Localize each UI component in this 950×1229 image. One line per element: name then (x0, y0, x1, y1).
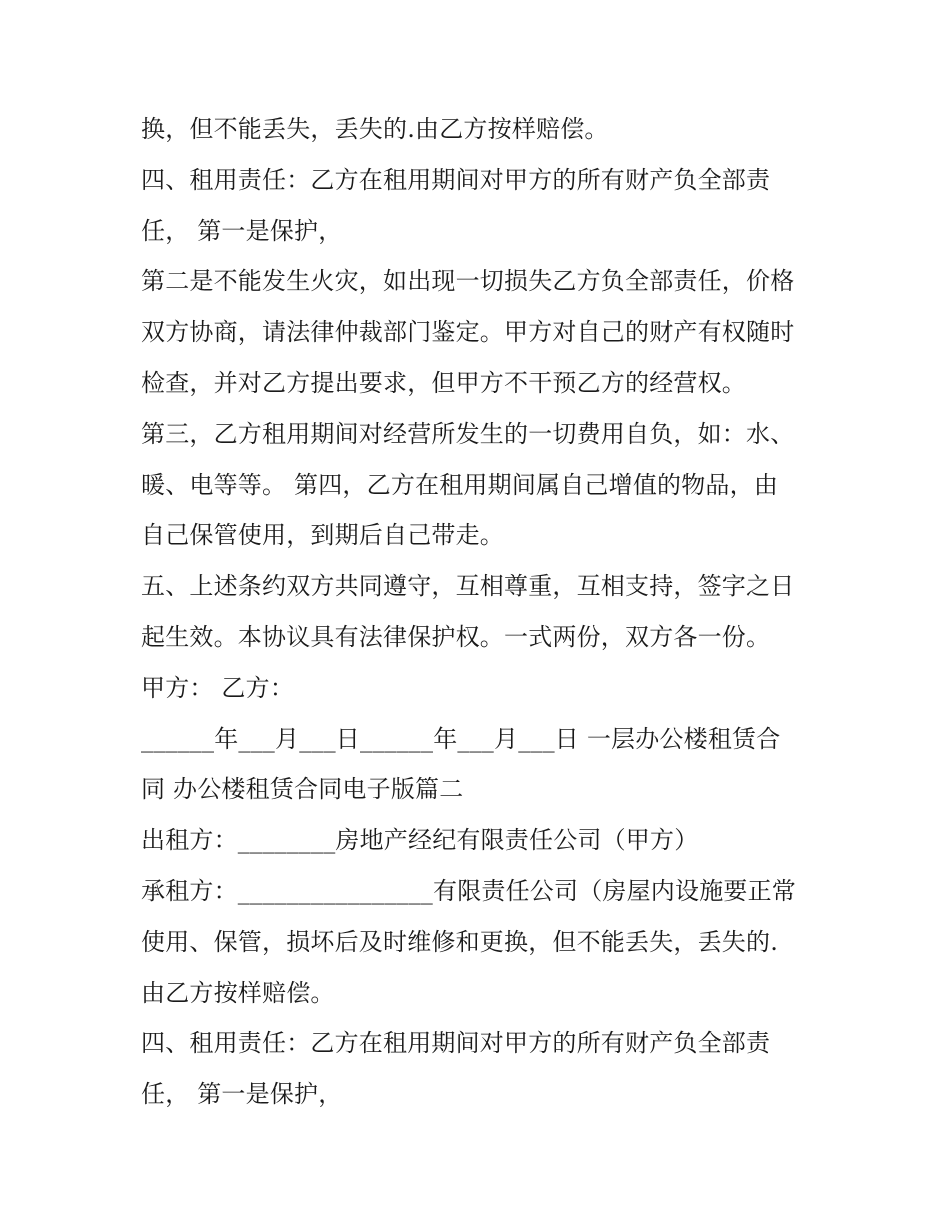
lessor-line: 出租方：________房地产经纪有限责任公司（甲方） (141, 826, 699, 855)
text-line: 检查，并对乙方提出要求，但甲方不干预乙方的经营权。 (141, 368, 746, 397)
text-line: 自己保管使用，到期后自己带走。 (141, 521, 504, 550)
date-line: ______年___月___日______年___月___日 一层办公楼租赁合 (141, 724, 781, 753)
text-line: 暖、电等等。 第四，乙方在租用期间属自己增值的物品，由 (141, 470, 779, 499)
text-line: 使用、保管，损坏后及时维修和更换，但不能丢失，丢失的. (141, 927, 779, 956)
text-line: 第三，乙方租用期间对经营所发生的一切费用自负，如：水、 (141, 419, 795, 448)
text-line: 任， 第一是保护， (141, 1080, 343, 1109)
text-line: 第二是不能发生火灾，如出现一切损失乙方负全部责任，价格 (141, 267, 795, 296)
text-line: 四、租用责任：乙方在租用期间对甲方的所有财产负全部责 (141, 1029, 771, 1058)
text-line: 任， 第一是保护， (141, 216, 343, 245)
text-line: 四、租用责任：乙方在租用期间对甲方的所有财产负全部责 (141, 165, 771, 194)
text-line: 由乙方按样赔偿。 (141, 978, 335, 1007)
section-title-line: 同 办公楼租赁合同电子版篇二 (141, 775, 464, 804)
text-line: 五、上述条约双方共同遵守，互相尊重，互相支持，签字之日 (141, 572, 795, 601)
signature-line: 甲方： 乙方： (141, 673, 295, 702)
text-line: 换，但不能丢失，丢失的.由乙方按样赔偿。 (141, 115, 609, 143)
text-line: 起生效。本协议具有法律保护权。一式两份，双方各一份。 (141, 622, 771, 651)
lessee-line: 承租方：________________有限责任公司（房屋内设施要正常 (141, 876, 796, 905)
text-line: 双方协商，请法律仲裁部门鉴定。甲方对自己的财产有权随时 (141, 318, 795, 347)
document-body (141, 104, 821, 1120)
